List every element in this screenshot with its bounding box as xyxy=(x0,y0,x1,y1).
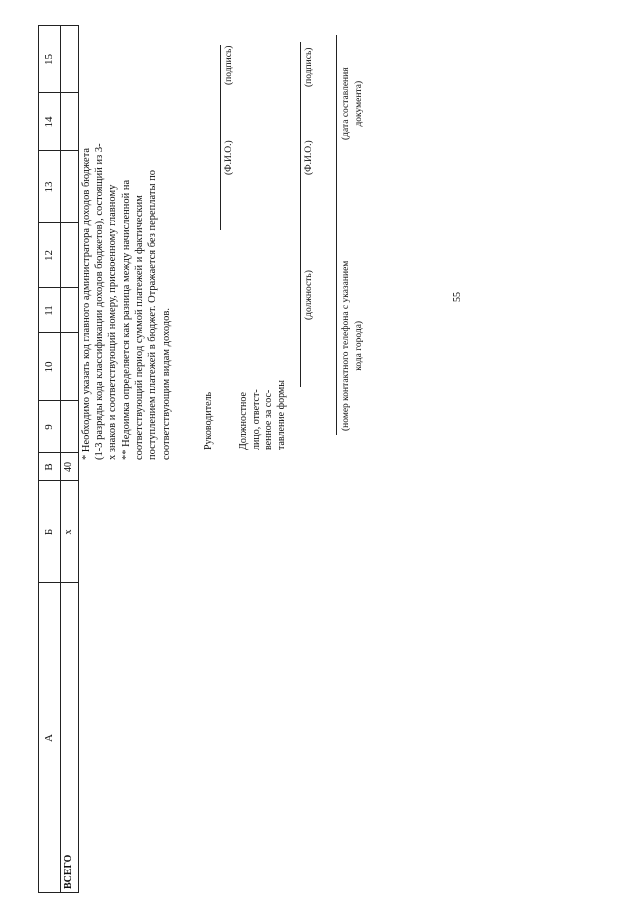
col-header-10: 10 xyxy=(43,361,55,373)
official-label-line: Должностное xyxy=(238,392,249,450)
phone-date-line xyxy=(336,35,337,435)
col-header-b: Б xyxy=(43,528,55,536)
date-caption-line: документа) xyxy=(354,80,364,127)
phone-caption xyxy=(340,261,366,431)
note-line: поступлением платежей в бюджет. Отражается без переплаты по xyxy=(147,169,159,460)
date-caption xyxy=(340,67,366,140)
official-label-line: лицо, ответст- xyxy=(250,389,262,450)
official-label-line: венное за сос- xyxy=(263,389,274,450)
note-line: ** Недоимка определяется как разница между начисленной на xyxy=(121,179,132,460)
col-header-14: 14 xyxy=(43,116,55,128)
total-v-cell: 40 xyxy=(63,462,74,472)
col-header-9: 9 xyxy=(43,424,55,430)
head-fio-caption: (Ф.И.О.) xyxy=(224,140,234,175)
col-header-v: В xyxy=(43,463,55,471)
total-b-cell: x xyxy=(63,529,74,535)
official-label-line: тавление формы xyxy=(275,380,287,450)
footnote-1 xyxy=(80,143,120,460)
head-label: Руководитель xyxy=(203,391,214,450)
official-signature-line xyxy=(300,42,301,387)
col-header-13: 13 xyxy=(43,181,55,193)
footnote-2 xyxy=(120,170,173,460)
col-header-11: 11 xyxy=(43,305,55,316)
col-header-a: А xyxy=(43,734,55,742)
note-line: соответствующий период суммой платежей и фактическим xyxy=(134,195,146,460)
total-label: ВСЕГО xyxy=(63,854,74,889)
table-bottom-border xyxy=(78,25,79,893)
official-label xyxy=(238,380,288,450)
note-line: соответствующим видам доходов. xyxy=(160,308,172,460)
note-line: * Необходимо указать код главного администратора доходов бюджета xyxy=(81,147,92,460)
note-line: (1-3 разряды кода классификации доходов бюджетов), состоящий из 3- xyxy=(94,143,106,460)
totals-table xyxy=(38,25,78,893)
col-header-12: 12 xyxy=(43,250,55,261)
official-fio-caption: (Ф.И.О.) xyxy=(304,140,314,175)
page-number: 55 xyxy=(452,292,463,302)
head-sign-caption: (подпись) xyxy=(224,45,234,85)
note-line: х знаков и соответствующий номеру, присвоенному главному xyxy=(107,184,119,460)
phone-caption-line: (номер контактного телефона с указанием xyxy=(341,260,351,431)
head-signature-line xyxy=(220,45,221,230)
col-header-15: 15 xyxy=(43,54,55,65)
phone-caption-line: кода города) xyxy=(354,320,364,371)
official-sign-caption: (подпись) xyxy=(304,47,314,87)
date-caption-line: (дата составления xyxy=(341,67,351,140)
official-position-caption: (должность) xyxy=(304,270,314,320)
